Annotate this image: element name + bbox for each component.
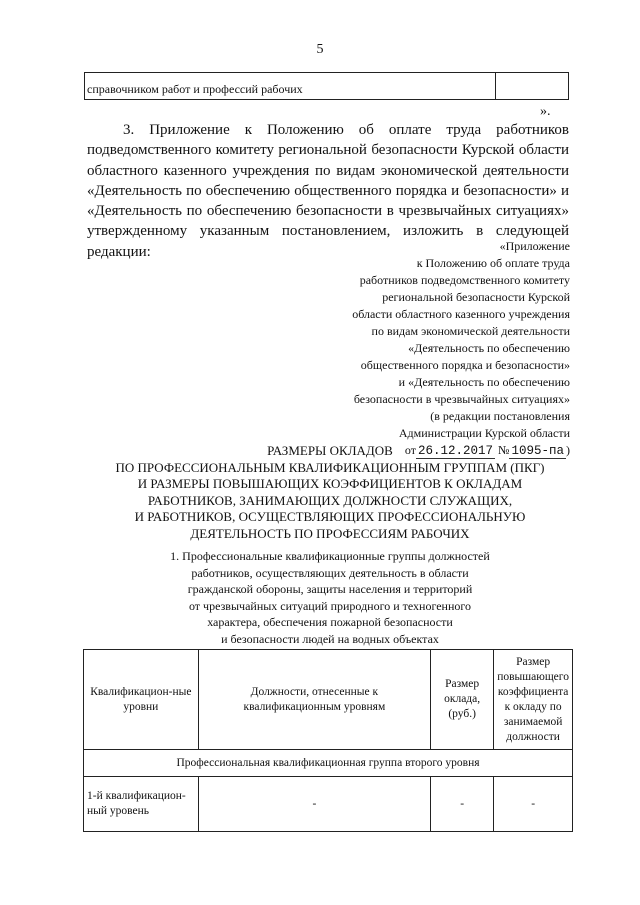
cell-salary: -	[431, 777, 494, 832]
appendix-line: региональной безопасности Курской	[382, 290, 570, 304]
close-paren: )	[566, 443, 570, 457]
quote-end: ».	[540, 104, 551, 119]
header-positions: Должности, отнесенные к квалификационным уровням	[198, 650, 430, 750]
group-title: Профессиональная квалификационная группа второго уровня	[84, 750, 573, 777]
cell-coefficient: -	[494, 777, 573, 832]
header-salary: Размер оклада, (руб.)	[431, 650, 494, 750]
decree-date: 26.12.2017	[418, 444, 494, 458]
cell-level: 1-й квалификацион-ный уровень	[84, 777, 199, 832]
appendix-line: по видам экономической деятельности	[371, 324, 570, 338]
page-number: 5	[316, 42, 324, 57]
amendment-paragraph: 3. Приложение к Положению об оплате труда работников подведомственного комитету региональной безопасности Курской области областного казенного учреждения по видам экономической деятельности «Деятельность по обеспечению общественного порядка и безопасности» и «Деятельность по обеспечению безопасности в чрезвычайных ситуациях» утвержденному указанным постановлением, изложить в следующей редакции:	[87, 122, 569, 260]
salary-table	[83, 649, 573, 832]
continued-table-cell: справочником работ и профессий рабочих	[85, 73, 496, 99]
appendix-line: Администрации Курской области	[398, 426, 570, 440]
header-coefficient: Размер повышающего коэффициента к окладу по занимаемой должности	[494, 650, 573, 750]
table-row	[84, 777, 573, 832]
appendix-line: «Приложение	[499, 239, 570, 253]
header-qualification-levels: Квалификацион-ные уровни	[84, 650, 199, 750]
section-line: и безопасности людей на водных объектах	[221, 631, 439, 646]
from-label: от	[404, 443, 417, 457]
appendix-line: и «Деятельность по обеспечению	[398, 375, 570, 389]
table-group-row	[84, 750, 573, 777]
appendix-line: общественного порядка и безопасности»	[360, 358, 570, 372]
decree-number: 1095-па	[511, 444, 564, 458]
table-header-row	[84, 650, 573, 750]
section-heading	[100, 548, 560, 647]
appendix-header	[300, 238, 570, 460]
continued-table	[84, 72, 569, 100]
title-line: И РАБОТНИКОВ, ОСУЩЕСТВЛЯЮЩИХ ПРОФЕССИОНАЛЬНУЮ	[134, 509, 526, 524]
appendix-line: «Деятельность по обеспечению	[408, 341, 570, 355]
title-line: ДЕЯТЕЛЬНОСТЬ ПО ПРОФЕССИЯМ РАБОЧИХ	[190, 525, 470, 541]
title-line: РАЗМЕРЫ ОКЛАДОВ	[267, 443, 393, 458]
cell-positions: -	[198, 777, 430, 832]
appendix-line: (в редакции постановления	[430, 409, 570, 423]
section-line: 1. Профессиональные квалификационные группы должностей	[170, 549, 490, 563]
number-label: №	[498, 443, 510, 457]
appendix-line: безопасности в чрезвычайных ситуациях»	[353, 392, 570, 406]
continued-table-empty-cell	[496, 73, 568, 99]
document-title	[80, 443, 580, 542]
section-line: характера, обеспечения пожарной безопасности	[207, 615, 453, 629]
title-line: РАБОТНИКОВ, ЗАНИМАЮЩИХ ДОЛЖНОСТИ СЛУЖАЩИХ,	[147, 492, 513, 508]
title-line: И РАЗМЕРЫ ПОВЫШАЮЩИХ КОЭФФИЦИЕНТОВ К ОКЛАДАМ	[137, 476, 523, 491]
section-line: гражданской обороны, защиты населения и территорий	[187, 582, 473, 596]
appendix-line: работников подведомственного комитету	[359, 273, 570, 287]
appendix-line: области областного казенного учреждения	[352, 307, 570, 321]
section-line: работников, осуществляющих деятельность в области	[191, 565, 469, 580]
title-line: ПО ПРОФЕССИОНАЛЬНЫМ КВАЛИФИКАЦИОННЫМ ГРУППАМ (ПКГ)	[115, 459, 545, 475]
section-line: от чрезвычайных ситуаций природного и техногенного	[188, 598, 472, 613]
appendix-line: к Положению об оплате труда	[416, 256, 570, 270]
